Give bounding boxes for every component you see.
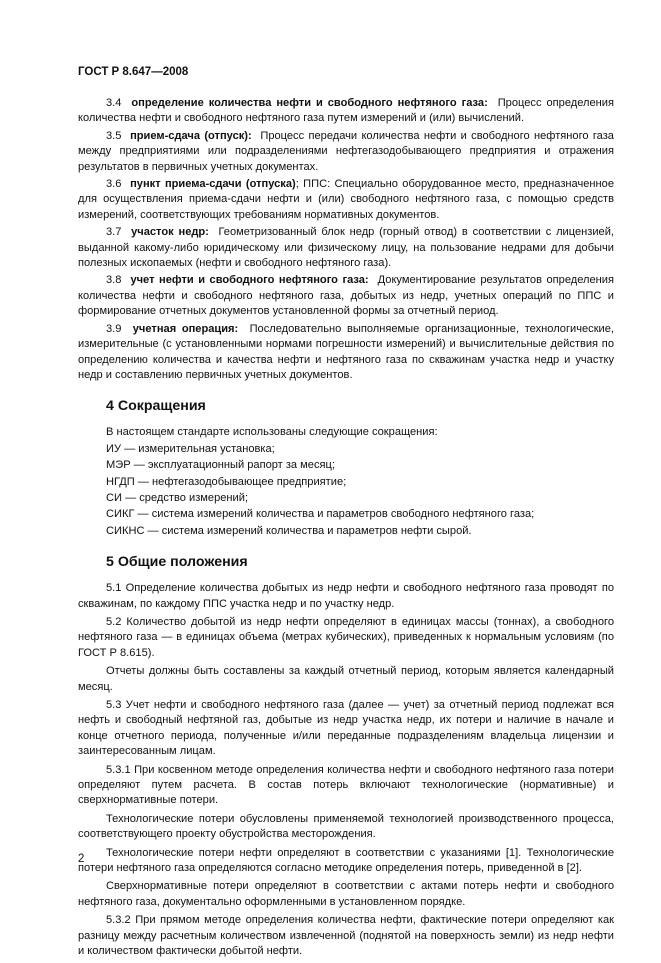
definition-item (78, 273, 614, 319)
definition-number: 3.4 (106, 97, 122, 109)
definition-number: 3.7 (106, 226, 122, 239)
definition-number: 3.9 (106, 322, 122, 335)
definitions-list (78, 96, 614, 383)
definition-term: прием-сдача (отпуск): (130, 129, 252, 142)
definition-text: Геометризованный блок недр (горный отвод) в соответствии с лицензией, выданной какому-либо юридическому или физическому лицу, на пользование недрами для добычи полезных ископаемых (нефти и свободного нефтяного газа). (78, 226, 615, 270)
document-header: ГОСТ Р 8.647—2008 (78, 66, 189, 78)
abbreviations-list (78, 425, 614, 539)
paragraph: Отчеты должны быть составлены за каждый отчетный период, которым является календарный месяц. (78, 665, 614, 693)
section-5-heading: 5 Общие положения (106, 554, 248, 571)
page-number: 2 (78, 853, 85, 865)
definition-term: определение количества нефти и свободного нефтяного газа: (131, 97, 488, 109)
abbreviation-item: СИКГ — система измерений количества и параметров свободного нефтяного газа; (106, 508, 535, 521)
paragraph: Технологические потери нефти определяют в соответствии с указаниями [1]. Технологические потери нефтяного газа определяются согласно методике определения потерь, приведенной в [2]. (78, 846, 614, 875)
paragraph: 5.2 Количество добытой из недр нефти определяют в единицах массы (тоннах), а свободного нефтяного газа — в единицах объема (метрах кубических), приведенных к нормальным условиям (по ГОСТ Р 8.615). (78, 615, 614, 659)
abbreviation-item: ИУ — измерительная установка; (106, 442, 275, 455)
definition-item (78, 129, 614, 175)
definition-item (78, 322, 614, 384)
definition-item (78, 177, 614, 223)
definition-number: 3.5 (106, 129, 122, 142)
definition-text: Процесс передачи количества нефти и свободного нефтяного газа между предприятиями или подразделениями нефтегазодобывающего предприятия и отражения результатов в первичных учетных документах. (78, 129, 614, 173)
abbreviations-intro: В настоящем стандарте использованы следующие сокращения: (106, 426, 438, 439)
abbreviation-item: МЭР — эксплуатационный рапорт за месяц; (106, 459, 335, 472)
document-body (78, 96, 614, 963)
abbreviation-item: СИ — средство измерений; (106, 491, 249, 504)
paragraph: Технологические потери обусловлены применяемой технологией производственного процесса, соответствующего проекту обустройства месторождения. (78, 812, 614, 841)
abbreviation-item: СИКНС — система измерений количества и параметров нефти сырой. (106, 524, 472, 537)
definition-item (78, 96, 614, 127)
definition-term: учетная операция: (132, 322, 239, 335)
definition-number: 3.6 (106, 178, 122, 191)
paragraph: 5.3.1 При косвенном методе определения количества нефти и свободного нефтяного газа потери определяют путем расчета. В состав потерь включают технологические (нормативные) и сверхнормативные потери. (78, 763, 614, 807)
definition-text: Процесс определения количества нефти и свободного нефтяного газа путем измерений и (или) вычислений. (78, 97, 614, 125)
definition-text: ; ППС: Специально оборудованное место, предназначенное для осуществления приема-сдачи нефти и (или) свободного нефтяного газа, с помощью средств измерений, соответствующих требованиям нормативных документов. (78, 178, 614, 221)
definition-term: пункт приема-сдачи (отпуска) (130, 178, 296, 191)
section-4-heading: 4 Сокращения (106, 398, 206, 415)
definition-text: Последовательно выполняемые организационные, технологические, измерительные (с установленными нормами погрешности измерений) и вычислительные действия по определению количества и качества нефти и нефтяного газа по скважинам участка недр и участку недр и составлению первичных учетных документов. (78, 322, 615, 381)
abbreviation-item: НГДП — нефтегазодобывающее предприятие; (106, 475, 347, 488)
paragraph: 5.3.2 При прямом методе определения количества нефти, фактические потери определяют как разницу между расчетным количеством извлеченной (поднятой на поверхность земли) из недр нефти и количеством фактически добытой нефти. (78, 914, 614, 958)
paragraph: 5.3 Учет нефти и свободного нефтяного газа (далее — учет) за отчетный период подлежат вся нефть и свободный нефтяной газ, добытые из недр участка недр, их потери и наличие в начале и конце отчетного периода, полученные и/или переданные подразделениям владельца лицензии и заинтересованным лицам. (78, 699, 614, 758)
definition-text: Документирование результатов определения количества нефти и свободного нефтяного газа, добытых из недр, учетных операций по ППС и формирование отчетных документов установленной формы за отчетный период. (78, 274, 614, 318)
paragraph: Сверхнормативные потери определяют в соответствии с актами потерь нефти и свободного нефтяного газа, документально оформленными в установленном порядке. (78, 880, 614, 908)
definition-term: участок недр: (131, 226, 209, 239)
definition-item (78, 225, 614, 271)
paragraph: 5.1 Определение количества добытых из недр нефти и свободного нефтяного газа проводят по скважинам, по каждому ППС участка недр и по участку недр. (78, 582, 614, 610)
definition-term: учет нефти и свободного нефтяного газа: (130, 274, 369, 287)
definition-number: 3.8 (106, 274, 122, 287)
general-provisions (78, 581, 614, 959)
